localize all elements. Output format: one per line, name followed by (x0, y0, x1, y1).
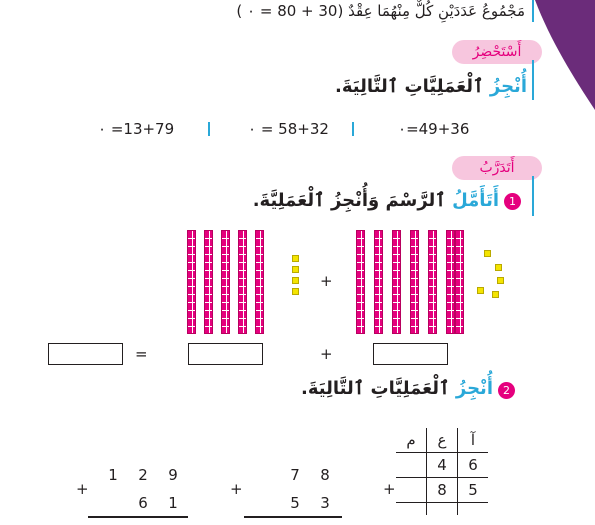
recall-badge: أَسْتَحْضِرُ (452, 40, 542, 64)
answer-box-right[interactable] (373, 343, 448, 365)
unit-cube (497, 277, 504, 284)
practice-badge: أَتَدَرَّبُ (452, 156, 542, 180)
exercise2-instruction (301, 378, 493, 399)
tens-rod (204, 230, 213, 334)
table-cell[interactable] (458, 503, 489, 516)
table-cell: 8 (427, 478, 458, 503)
table-row (396, 453, 488, 478)
margin-rule (532, 60, 534, 100)
exercise1-instruction (253, 190, 499, 211)
sum-line (244, 516, 342, 518)
recall-operation: ٠ =13+79 (98, 120, 175, 138)
plus-sign: + (383, 480, 396, 498)
recall-operation: ٠=49+36 (398, 120, 470, 138)
answer-box-left[interactable] (188, 343, 263, 365)
separator (208, 122, 210, 136)
unit-cube (484, 250, 491, 257)
digit: 6 (138, 494, 148, 512)
plus-sign: + (76, 480, 89, 498)
tens-rod (187, 230, 196, 334)
table-cell: 4 (427, 453, 458, 478)
digit: 8 (320, 466, 330, 484)
table-cell[interactable] (396, 503, 427, 516)
tens-rod (428, 230, 437, 334)
exercise1-instruction-verb: أَتَأَمَّلُ (452, 190, 499, 211)
digit: 5 (290, 494, 300, 512)
table-cell: 6 (458, 453, 489, 478)
table-row (396, 503, 488, 516)
table-cell[interactable] (396, 453, 427, 478)
margin-rule (532, 0, 534, 22)
exercise-number-badge: 2 (498, 382, 515, 399)
table-cell: 5 (458, 478, 489, 503)
answer-box-sum[interactable] (48, 343, 123, 365)
unit-cube (292, 255, 299, 262)
header-tens: ع (427, 428, 458, 453)
header-units: آ (458, 428, 489, 453)
table-cell[interactable] (427, 503, 458, 516)
plus-sign: + (320, 345, 333, 363)
exercise1-instruction-rest: ٱلرَّسْمَ وَأُنْجِزُ ٱلْعَمَلِيَّةَ. (252, 190, 453, 211)
tens-rod (455, 230, 464, 334)
table-header-row (396, 428, 488, 453)
exercise2-instruction-rest: ٱلْعَمَلِيَّاتِ ٱلتَّالِيَةَ. (301, 378, 456, 399)
exercise2-instruction-verb: أُنْجِزُ (455, 378, 493, 399)
unit-cube (292, 266, 299, 273)
table-row (396, 478, 488, 503)
place-value-table (396, 428, 488, 515)
header-hundreds: م (396, 428, 427, 453)
tens-rod (255, 230, 264, 334)
tens-rod (356, 230, 365, 334)
separator (352, 122, 354, 136)
tens-rod (446, 230, 455, 334)
digit: 1 (168, 494, 178, 512)
tens-rod (238, 230, 247, 334)
digit: 3 (320, 494, 330, 512)
tens-rod (392, 230, 401, 334)
unit-cube (477, 287, 484, 294)
sum-line (88, 516, 188, 518)
unit-cube (495, 264, 502, 271)
unit-cube (492, 291, 499, 298)
recall-operation: ٠ = 58+32 (248, 120, 329, 138)
margin-rule (532, 176, 534, 216)
digit: 7 (290, 466, 300, 484)
unit-cube (292, 277, 299, 284)
digit: 2 (138, 466, 148, 484)
tens-rod (221, 230, 230, 334)
recall-instruction-rest: ٱلْعَمَلِيَّاتِ ٱلتَّالِيَةَ. (335, 76, 490, 97)
recall-instruction-verb: أُنْجِزُ (489, 76, 527, 97)
unit-cube (292, 288, 299, 295)
equals-sign: = (135, 345, 148, 363)
plus-sign: + (230, 480, 243, 498)
tens-rod (410, 230, 419, 334)
corner-decoration (535, 0, 595, 110)
plus-sign: + (320, 272, 333, 290)
digit: 1 (108, 466, 118, 484)
exercise-number-badge: 1 (504, 193, 521, 210)
tens-rod (374, 230, 383, 334)
table-cell[interactable] (396, 478, 427, 503)
digit: 9 (168, 466, 178, 484)
top-line: مَجْمُوعُ عَدَدَيْنِ كُلٌّ مِنْهُمَا عِقْدٌ (30 + 80 = ٠ ) (236, 2, 525, 20)
recall-instruction (335, 76, 527, 97)
